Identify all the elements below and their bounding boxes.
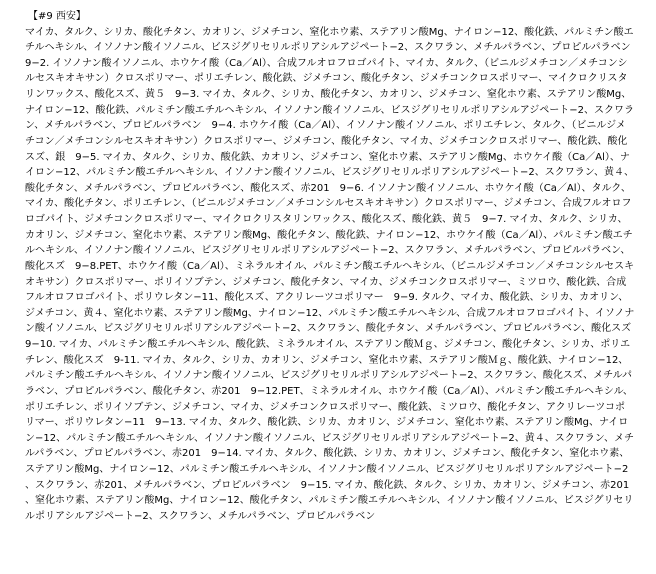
ingredient-document bbox=[25, 9, 642, 525]
document-heading: 【#9 西安】 bbox=[28, 11, 86, 22]
ingredient-list-text: マイカ、タルク、シリカ、酸化チタン、カオリン、ジメチコン、窒化ホウ素、ステアリン酸Mg、ナイロン−12、酸化鉄、パルミチン酸エチルヘキシル、イソノナン酸イソノニル、ビスジグリセリルポリアシルアジペート−2、スクワラン、メチルパラベン、プロピルパラベン 9−2. イソノナン酸イソノニル、ホウケイ酸（Ca／Al）、合成フルオロフロゴパイト、マイカ、タルク、（ビニルジメチコン／メチコンシルセスキオキサン）クロスポリマー、ポリエチレン、酸化鉄、ジメチコン、酸化チタン、ジメチコンクロスポリマー、マイクロクリスタリンワックス、酸化スズ、黄５ 9−3. マイカ、タルク、シリカ、酸化チタン、カオリン、ジメチコン、窒化ホウ素、ステアリン酸Mg、ナイロン−12、酸化鉄、パルミチン酸エチルヘキシル、イソノナン酸イソノニル、ビスジグリセリルポリアシルアジペート−2、スクワラン、メチルパラベン、プロピルパラベン 9−4. ホウケイ酸（Ca／Al）、イソノナン酸イソノニル、ポリエチレン、タルク、（ビニルジメチコン／メチコンシルセスキオキサン）クロスポリマー、ジメチコン、酸化チタン、マイカ、ジメチコンクロスポリマー、酸化鉄、酸化スズ、銀 9−5. マイカ、タルク、シリカ、酸化鉄、カオリン、ジメチコン、窒化ホウ素、ステアリン酸Mg、ホウケイ酸（Ca／Al）、ナイロン−12、パルミチン酸エチルヘキシル、イソノナン酸イソノニル、ビスジグリセリルポリアシルアジペート−2、スクワラン、黄４、酸化チタン、メチルパラベン、プロピルパラベン、酸化スズ、赤201 9−6. イソノナン酸イソノニル、ホウケイ酸（Ca／Al）、タルク、マイカ、酸化チタン、ポリエチレン、（ビニルジメチコン／メチコンシルセスキオキサン）クロスポリマー、ジメチコン、合成フルオロフロゴパイト、ジメチコンクロスポリマー、マイクロクリスタリンワックス、酸化スズ、酸化鉄、黄５ 9−7. マイカ、タルク、シリカ、カオリン、ジメチコン、窒化ホウ素、ステアリン酸Mg、酸化チタン、酸化鉄、ナイロン−12、ホウケイ酸（Ca／Al）、パルミチン酸エチルヘキシル、イソノナン酸イソノニル、ビスジグリセリルポリアシルアジペート−2、スクワラン、メチルパラベン、プロピルパラベン、酸化スズ 9−8.PET、ホウケイ酸（Ca／Al）、ミネラルオイル、パルミチン酸エチルヘキシル、（ビニルジメチコン／メチコンシルセスキオキサン）クロスポリマー、ポリイソブテン、ジメチコン、酸化チタン、マイカ、ジメチコンクロスポリマー、ミツロウ、酸化鉄、合成フルオロフロゴパイト、ポリウレタン−11、酸化スズ、アクリレーツコポリマー 9−9. タルク、マイカ、酸化鉄、シリカ、カオリン、ジメチコン、黄４、窒化ホウ素、ステアリン酸Mg、ナイロン−12、パルミチン酸エチルヘキシル、合成フルオロフロゴパイト、イソノナン酸イソノニル、ビスジグリセリルポリアシルアジペート−2、スクワラン、酸化チタン、メチルパラベン、プロピルパラベン、酸化スズ 9−10. マイカ、パルミチン酸エチルヘキシル、酸化鉄、ミネラルオイル、ステアリン酸Ｍｇ、ジメチコン、酸化チタン、シリカ、ポリエチレン、酸化スズ 9-11. マイカ、タルク、シリカ、カオリン、ジメチコン、窒化ホウ素、ステアリン酸Ｍｇ、酸化鉄、ナイロン−12、パルミチン酸エチルヘキシル、イソノナン酸イソノニル、ビスジグリセリルポリアシルアジペート−2、スクワラン、酸化スズ、メチルパラベン、プロピルパラベン、酸化チタン、赤201 9−12.PET、ミネラルオイル、ホウケイ酸（Ca／Al）、パルミチン酸エチルヘキシル、ポリエチレン、ポリイソブテン、ジメチコン、マイカ、ジメチコンクロスポリマー、酸化鉄、ミツロウ、酸化チタン、アクリレーツコポリマー、ポリウレタン−11 9−13. マイカ、タルク、酸化鉄、シリカ、カオリン、ジメチコン、窒化ホウ素、ステアリン酸Mg、ナイロン−12、パルミチン酸エチルヘキシル、イソノナン酸イソノニル、ビスジグリセリルポリアシルアジペート−2、黄４、スクワラン、メチルパラベン、プロピルパラベン、赤201 9−14. マイカ、タルク、酸化鉄、シリカ、カオリン、ジメチコン、酸化チタン、窒化ホウ素、ステアリン酸Mg、ナイロン−12、パルミチン酸エチルヘキシル、イソノナン酸イソノニル、ビスジグリセリルポリアシルアジペート−2、スクワラン、赤201、メチルパラベン、プロピルパラベン 9−15. マイカ、酸化鉄、タルク、シリカ、カオリン、ジメチコン、赤201、窒化ホウ素、ステアリン酸Mg、ナイロン−12、酸化チタン、パルミチン酸エチルヘキシル、イソノナン酸イソノニル、ビスジグリセリルポリアシルアジペート−2、スクワラン、メチルパラベン、プロピルパラベン bbox=[25, 26, 642, 522]
